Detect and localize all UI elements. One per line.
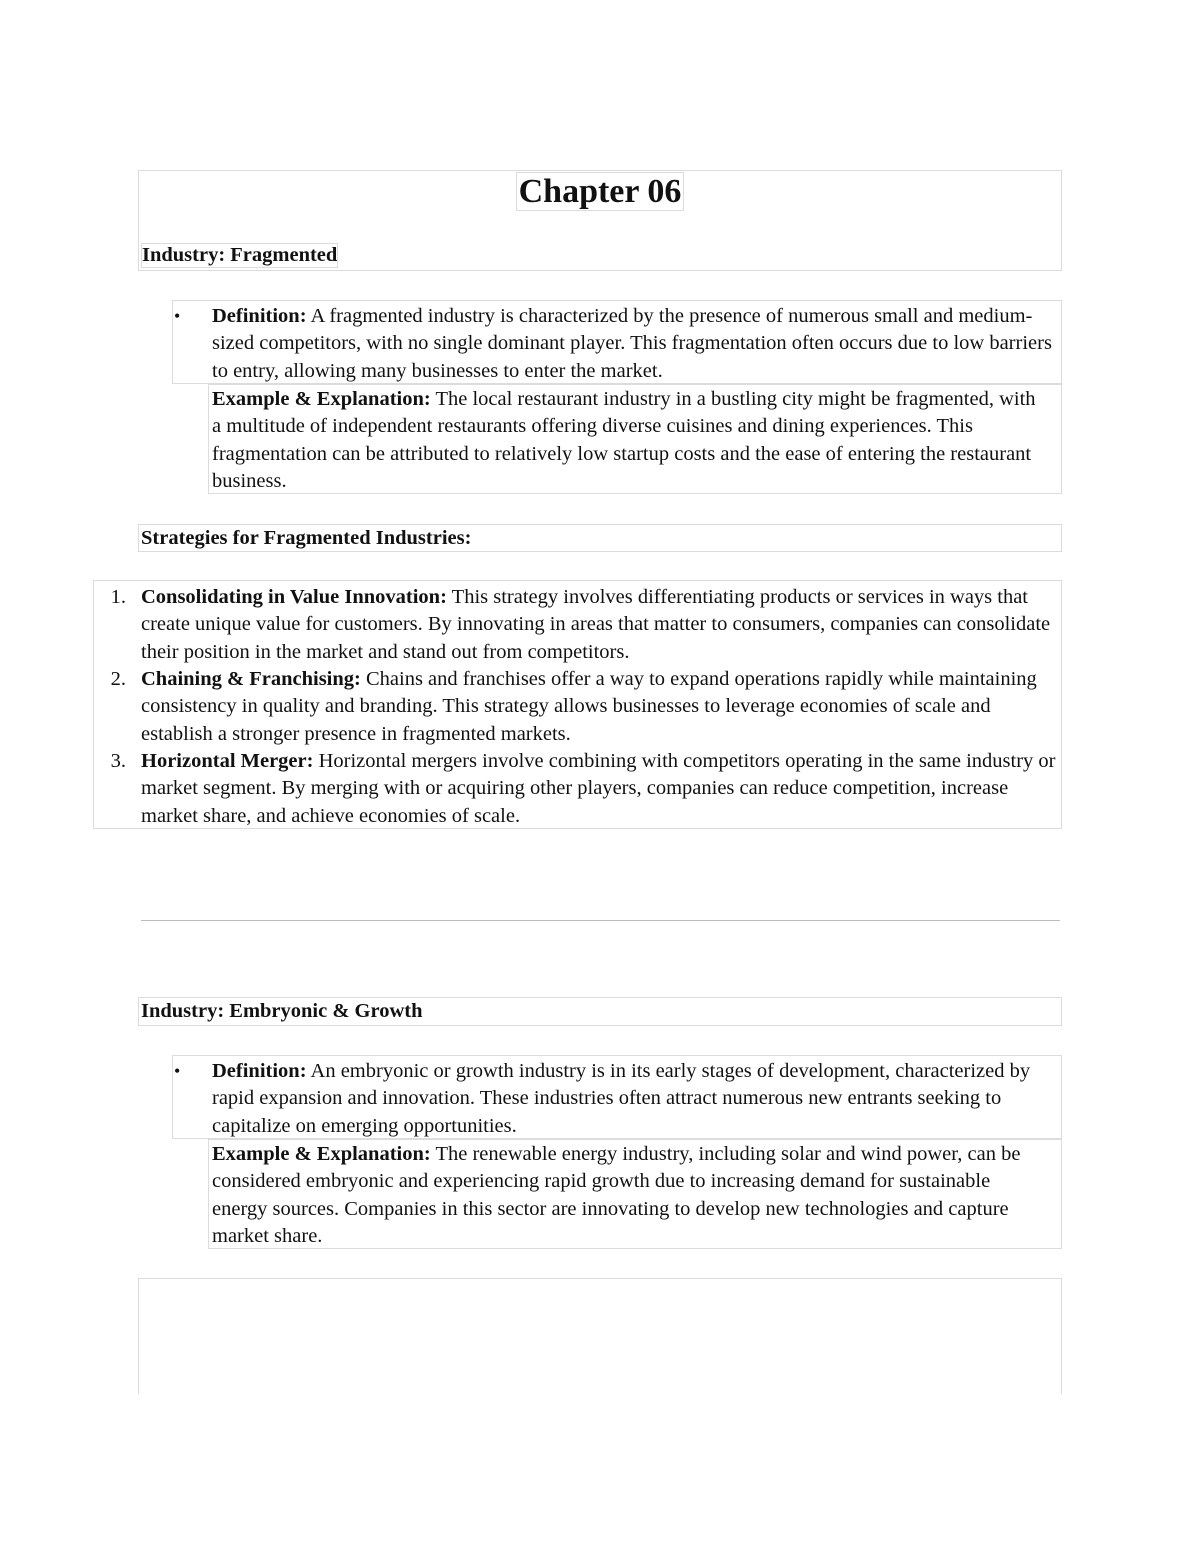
- bullet-icon: •: [174, 1061, 181, 1081]
- example-label: Example & Explanation:: [212, 388, 431, 410]
- empty-content-box: [138, 1278, 1062, 1394]
- list-number: 3.: [110, 750, 126, 772]
- strategies-heading: Strategies for Fragmented Industries:: [141, 527, 472, 549]
- section-divider: [141, 920, 1060, 921]
- example-text: The local restaurant industry in a bustling city might be fragmented, with a multitude of independent restaurants offering diverse cuisines and dining experiences. This fragmentation can be attributed to relatively low startup costs and the ease of entering the restaurant business.: [212, 388, 1036, 492]
- list-item: [141, 748, 1057, 830]
- strategy-label: Consolidating in Value Innovation:: [141, 586, 447, 608]
- example-text: The renewable energy industry, including solar and wind power, can be considered embryonic and experiencing rapid growth due to increasing demand for sustainable energy sources. Companies in this sector are innovating to develop new technologies and capture market share.: [212, 1143, 1021, 1247]
- fragmented-definition: [212, 303, 1057, 385]
- definition-label: Definition:: [212, 1060, 307, 1082]
- fragmented-example: [212, 386, 1042, 495]
- list-number: 2.: [110, 668, 126, 690]
- strategy-label: Chaining & Franchising:: [141, 668, 361, 690]
- strategy-text: Horizontal mergers involve combining with competitors operating in the same industry or market segment. By merging with or acquiring other players, companies can reduce competition, increase market share, and achieve economies of scale.: [141, 750, 1056, 827]
- definition-text: A fragmented industry is characterized by the presence of numerous small and medium-sized competitors, with no single dominant player. This fragmentation often occurs due to low barriers to entry, allowing many businesses to enter the market.: [212, 305, 1052, 382]
- list-number: 1.: [110, 586, 126, 608]
- embryonic-heading-wrap: [141, 998, 423, 1025]
- fragmented-heading-wrap: [141, 242, 338, 269]
- strategy-label: Horizontal Merger:: [141, 750, 314, 772]
- list-item: [141, 584, 1057, 666]
- fragmented-heading: Industry: Fragmented: [142, 244, 338, 266]
- strategy-text: Chains and franchises offer a way to expand operations rapidly while maintaining consistency in quality and branding. This strategy allows businesses to leverage economies of scale and establish a stronger presence in fragmented markets.: [141, 668, 1037, 745]
- definition-text: An embryonic or growth industry is in its early stages of development, characterized by rapid expansion and innovation. These industries often attract numerous new entrants seeking to capitalize on emerging opportunities.: [212, 1060, 1031, 1137]
- strategy-text: This strategy involves differentiating products or services in ways that create unique value for customers. By innovating in areas that matter to consumers, companies can consolidate their position in the market and stand out from competitors.: [141, 586, 1051, 663]
- page-title: Chapter 06: [0, 172, 1200, 211]
- example-label: Example & Explanation:: [212, 1143, 431, 1165]
- embryonic-example: [212, 1141, 1042, 1250]
- embryonic-definition: [212, 1058, 1057, 1140]
- bullet-icon: •: [174, 306, 181, 326]
- definition-label: Definition:: [212, 305, 307, 327]
- embryonic-heading: Industry: Embryonic & Growth: [141, 1000, 423, 1022]
- list-item: [141, 666, 1057, 748]
